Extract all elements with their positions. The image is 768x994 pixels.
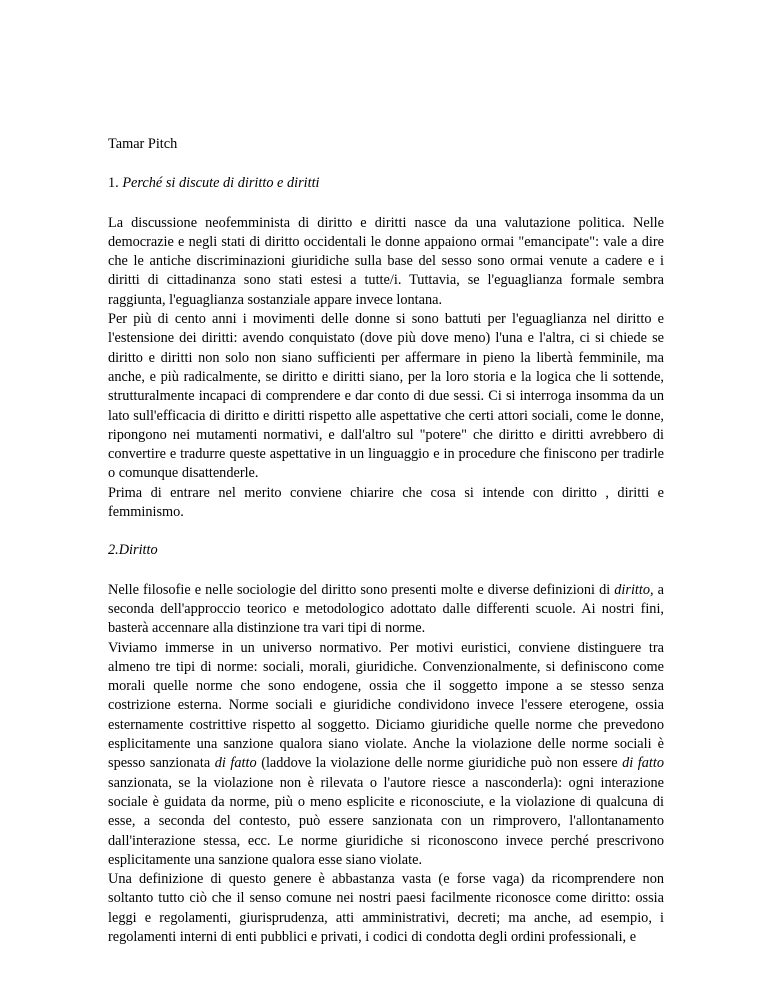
text-run: (laddove la violazione delle norme giuridiche può non essere bbox=[256, 755, 623, 772]
section-2-title: 2.Diritto bbox=[108, 542, 158, 559]
paragraph bbox=[108, 639, 664, 871]
paragraph: Prima di entrare nel merito conviene chiarire che cosa si intende con diritto , diritti e femminismo. bbox=[108, 484, 664, 521]
section-2-body bbox=[108, 581, 664, 948]
emphasis: di fatto bbox=[214, 755, 257, 772]
emphasis: diritto, bbox=[614, 581, 654, 598]
section-1-title: Perché si discute di diritto e diritti bbox=[122, 175, 320, 192]
text-run: Viviamo immerse in un universo normativo. Per motivi euristici, conviene distinguere tra almeno tre tipi di norme: sociali, morali, giuridiche. Convenzionalmente, si definiscono come morali quelle norme che sono endogene, ossia che il soggetto impone a se stesso senza costrizione esterna. Norme sociali e giuridiche condividono invece l'essere eterogene, ossia esternamente costrittive rispetto al soggetto. Diciamo giuridiche quelle norme che prevedono esplicitamente una sanzione qualora siano violate. Anche la violazione delle norme sociali è spesso sanzionata bbox=[108, 639, 664, 772]
section-1-number: 1. bbox=[108, 175, 119, 192]
emphasis: di fatto bbox=[622, 755, 664, 772]
section-1-body bbox=[108, 214, 664, 523]
text-run: Nelle filosofie e nelle sociologie del diritto sono presenti molte e diverse definizioni di bbox=[108, 581, 615, 598]
paragraph bbox=[108, 581, 664, 639]
document-page bbox=[108, 135, 664, 947]
paragraph: La discussione neofemminista di diritto e diritti nasce da una valutazione politica. Nelle democrazie e negli stati di diritto occidentali le donne appaiono ormai "emancipate": vale a dire che le antiche discriminazioni giuridiche sulla base del sesso sono ormai venute a cadere e i diritti di cittadinanza sono stati estesi a tutte/i. Tuttavia, se l'eguaglianza formale sembra raggiunta, l'eguaglianza sostanziale appare invece lontana. bbox=[108, 214, 664, 308]
paragraph: Per più di cento anni i movimenti delle donne si sono battuti per l'eguaglianza nel diritto e l'estensione dei diritti: avendo conquistato (dove più dove meno) l'una e l'altra, ci si chiede se diritto e diritti non solo non siano sufficienti per affermare in pieno la libertà femminile, ma anche, e più radicalmente, se diritto e diritti siano, per la loro storia e la logica che li sottende, strutturalmente incapaci di comprendere e dar conto di due sessi. Ci si interroga insomma da un lato sull'efficacia di diritto e diritti rispetto alle aspettative che certi attori sociali, come le donne, ripongono nei mutamenti normativi, e dall'altro sul "potere" che diritto e diritti avrebbero di convertire e tradurre queste aspettative in un linguaggio e in procedure che finiscono per tradirle o comunque disattenderle. bbox=[108, 311, 664, 482]
text-run: a seconda dell'approccio teorico e metodologico adottato dalle differenti scuole. Ai nostri fini, basterà accennare alla distinzione tra vari tipi di norme. bbox=[108, 581, 664, 637]
section-2-heading bbox=[108, 541, 664, 560]
section-1-heading bbox=[108, 174, 664, 193]
author-name: Tamar Pitch bbox=[108, 136, 178, 152]
text-run: sanzionata, se la violazione non è rilevata o l'autore riesce a nasconderla): ogni interazione sociale è guidata da norme, più o meno esplicite e riconosciute, e la violazione di qualcuna di esse, a seconda del contesto, può essere sanzionata con un rimprovero, l'allontanamento dall'interazione stessa, ecc. Le norme giuridiche si riconoscono invece perché prescrivono esplicitamente una sanzione qualora esse siano violate. bbox=[108, 774, 664, 868]
paragraph: Una definizione di questo genere è abbastanza vasta (e forse vaga) da ricomprendere non soltanto tutto ciò che il senso comune nei nostri paesi facilmente riconosce come diritto: ossia leggi e regolamenti, giurisprudenza, atti amministrativi, decreti; ma anche, ad esempio, i regolamenti interni di enti pubblici e privati, i codici di condotta degli ordini professionali, e bbox=[108, 871, 664, 945]
